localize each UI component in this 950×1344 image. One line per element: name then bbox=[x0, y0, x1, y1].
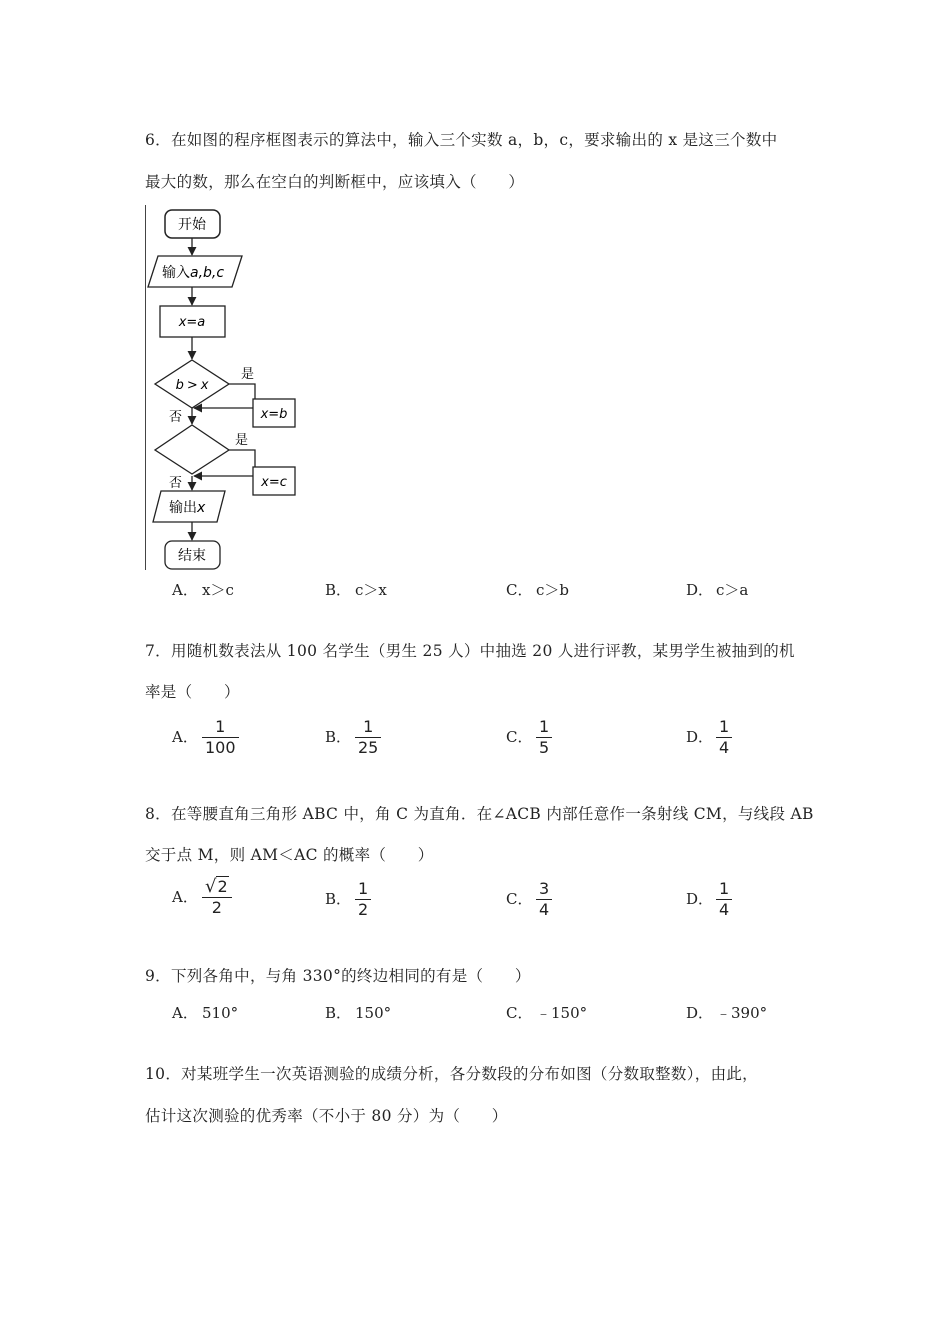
q6-stem-line1: 6．在如图的程序框图表示的算法中，输入三个实数 a，b，c，要求输出的 x 是这三个数中 bbox=[145, 131, 778, 149]
flow-no-2: 否 bbox=[169, 476, 183, 491]
svg-text:x=b: x=b bbox=[260, 407, 288, 422]
svg-text:x=c: x=c bbox=[261, 475, 287, 490]
q7-stem-line1: 7．用随机数表法从 100 名学生（男生 25 人）中抽选 20 人进行评教，某男学生被抽到的机 bbox=[145, 642, 795, 660]
q8-option-c[interactable]: C． $\frac{3}{4}$ bbox=[506, 880, 552, 919]
flow-decision-2-blank bbox=[155, 425, 229, 474]
q9-option-d[interactable]: D． ﹣390° bbox=[686, 1004, 768, 1022]
q9-option-c[interactable]: C． ﹣150° bbox=[506, 1004, 588, 1022]
q7-option-b[interactable]: B． $\frac{1}{25}$ bbox=[325, 718, 381, 757]
flow-yes-1: 是 bbox=[241, 367, 255, 382]
q8-option-a[interactable]: A． $\frac{√2}{2}$ bbox=[172, 878, 232, 917]
q6-option-c[interactable]: C． c＞b bbox=[506, 581, 570, 599]
q7-option-c[interactable]: C． $\frac{1}{5}$ bbox=[506, 718, 552, 757]
q8-option-d[interactable]: D． $\frac{1}{4}$ bbox=[686, 880, 732, 919]
q8-option-b[interactable]: B． $\frac{1}{2}$ bbox=[325, 880, 371, 919]
flow-no-1: 否 bbox=[169, 410, 183, 425]
flow-start-text: 开始 bbox=[178, 217, 206, 233]
q7-option-a[interactable]: A． $\frac{1}{100}$ bbox=[172, 718, 239, 757]
svg-text:x=a: x=a bbox=[178, 315, 206, 330]
q9-option-a[interactable]: A． 510° bbox=[172, 1004, 239, 1022]
q10-stem-line1: 10．对某班学生一次英语测验的成绩分析，各分数段的分布如图（分数取整数），由此， bbox=[145, 1065, 758, 1083]
flow-yes-2: 是 bbox=[235, 433, 249, 448]
flow-end-text: 结束 bbox=[178, 548, 206, 564]
q6-flowchart bbox=[145, 205, 305, 575]
q6-option-b[interactable]: B． c＞x bbox=[325, 581, 387, 599]
q8-stem-line2: 交于点 M，则 AM＜AC 的概率（ ） bbox=[145, 846, 434, 864]
q6-option-a[interactable]: A． x＞c bbox=[172, 581, 234, 599]
q8-stem-line1: 8．在等腰直角三角形 ABC 中，角 C 为直角．在∠ACB 内部任意作一条射线 CM，与线段 AB bbox=[145, 805, 814, 823]
q9-stem-line1: 9．下列各角中，与角 330°的终边相同的有是（ ） bbox=[145, 967, 531, 985]
q9-option-b[interactable]: B． 150° bbox=[325, 1004, 392, 1022]
q6-stem-line2: 最大的数，那么在空白的判断框中，应该填入（ ） bbox=[145, 173, 525, 191]
flow-output-text: 输出x bbox=[169, 500, 206, 516]
q10-stem-line2: 估计这次测验的优秀率（不小于 80 分）为（ ） bbox=[145, 1107, 508, 1125]
q6-option-d[interactable]: D． c＞a bbox=[686, 581, 749, 599]
flow-input-text: 输入a,b,c bbox=[162, 265, 225, 281]
q7-stem-line2: 率是（ ） bbox=[145, 683, 240, 701]
q7-option-d[interactable]: D． $\frac{1}{4}$ bbox=[686, 718, 732, 757]
flow-decision-1-text: b > x bbox=[175, 378, 209, 393]
